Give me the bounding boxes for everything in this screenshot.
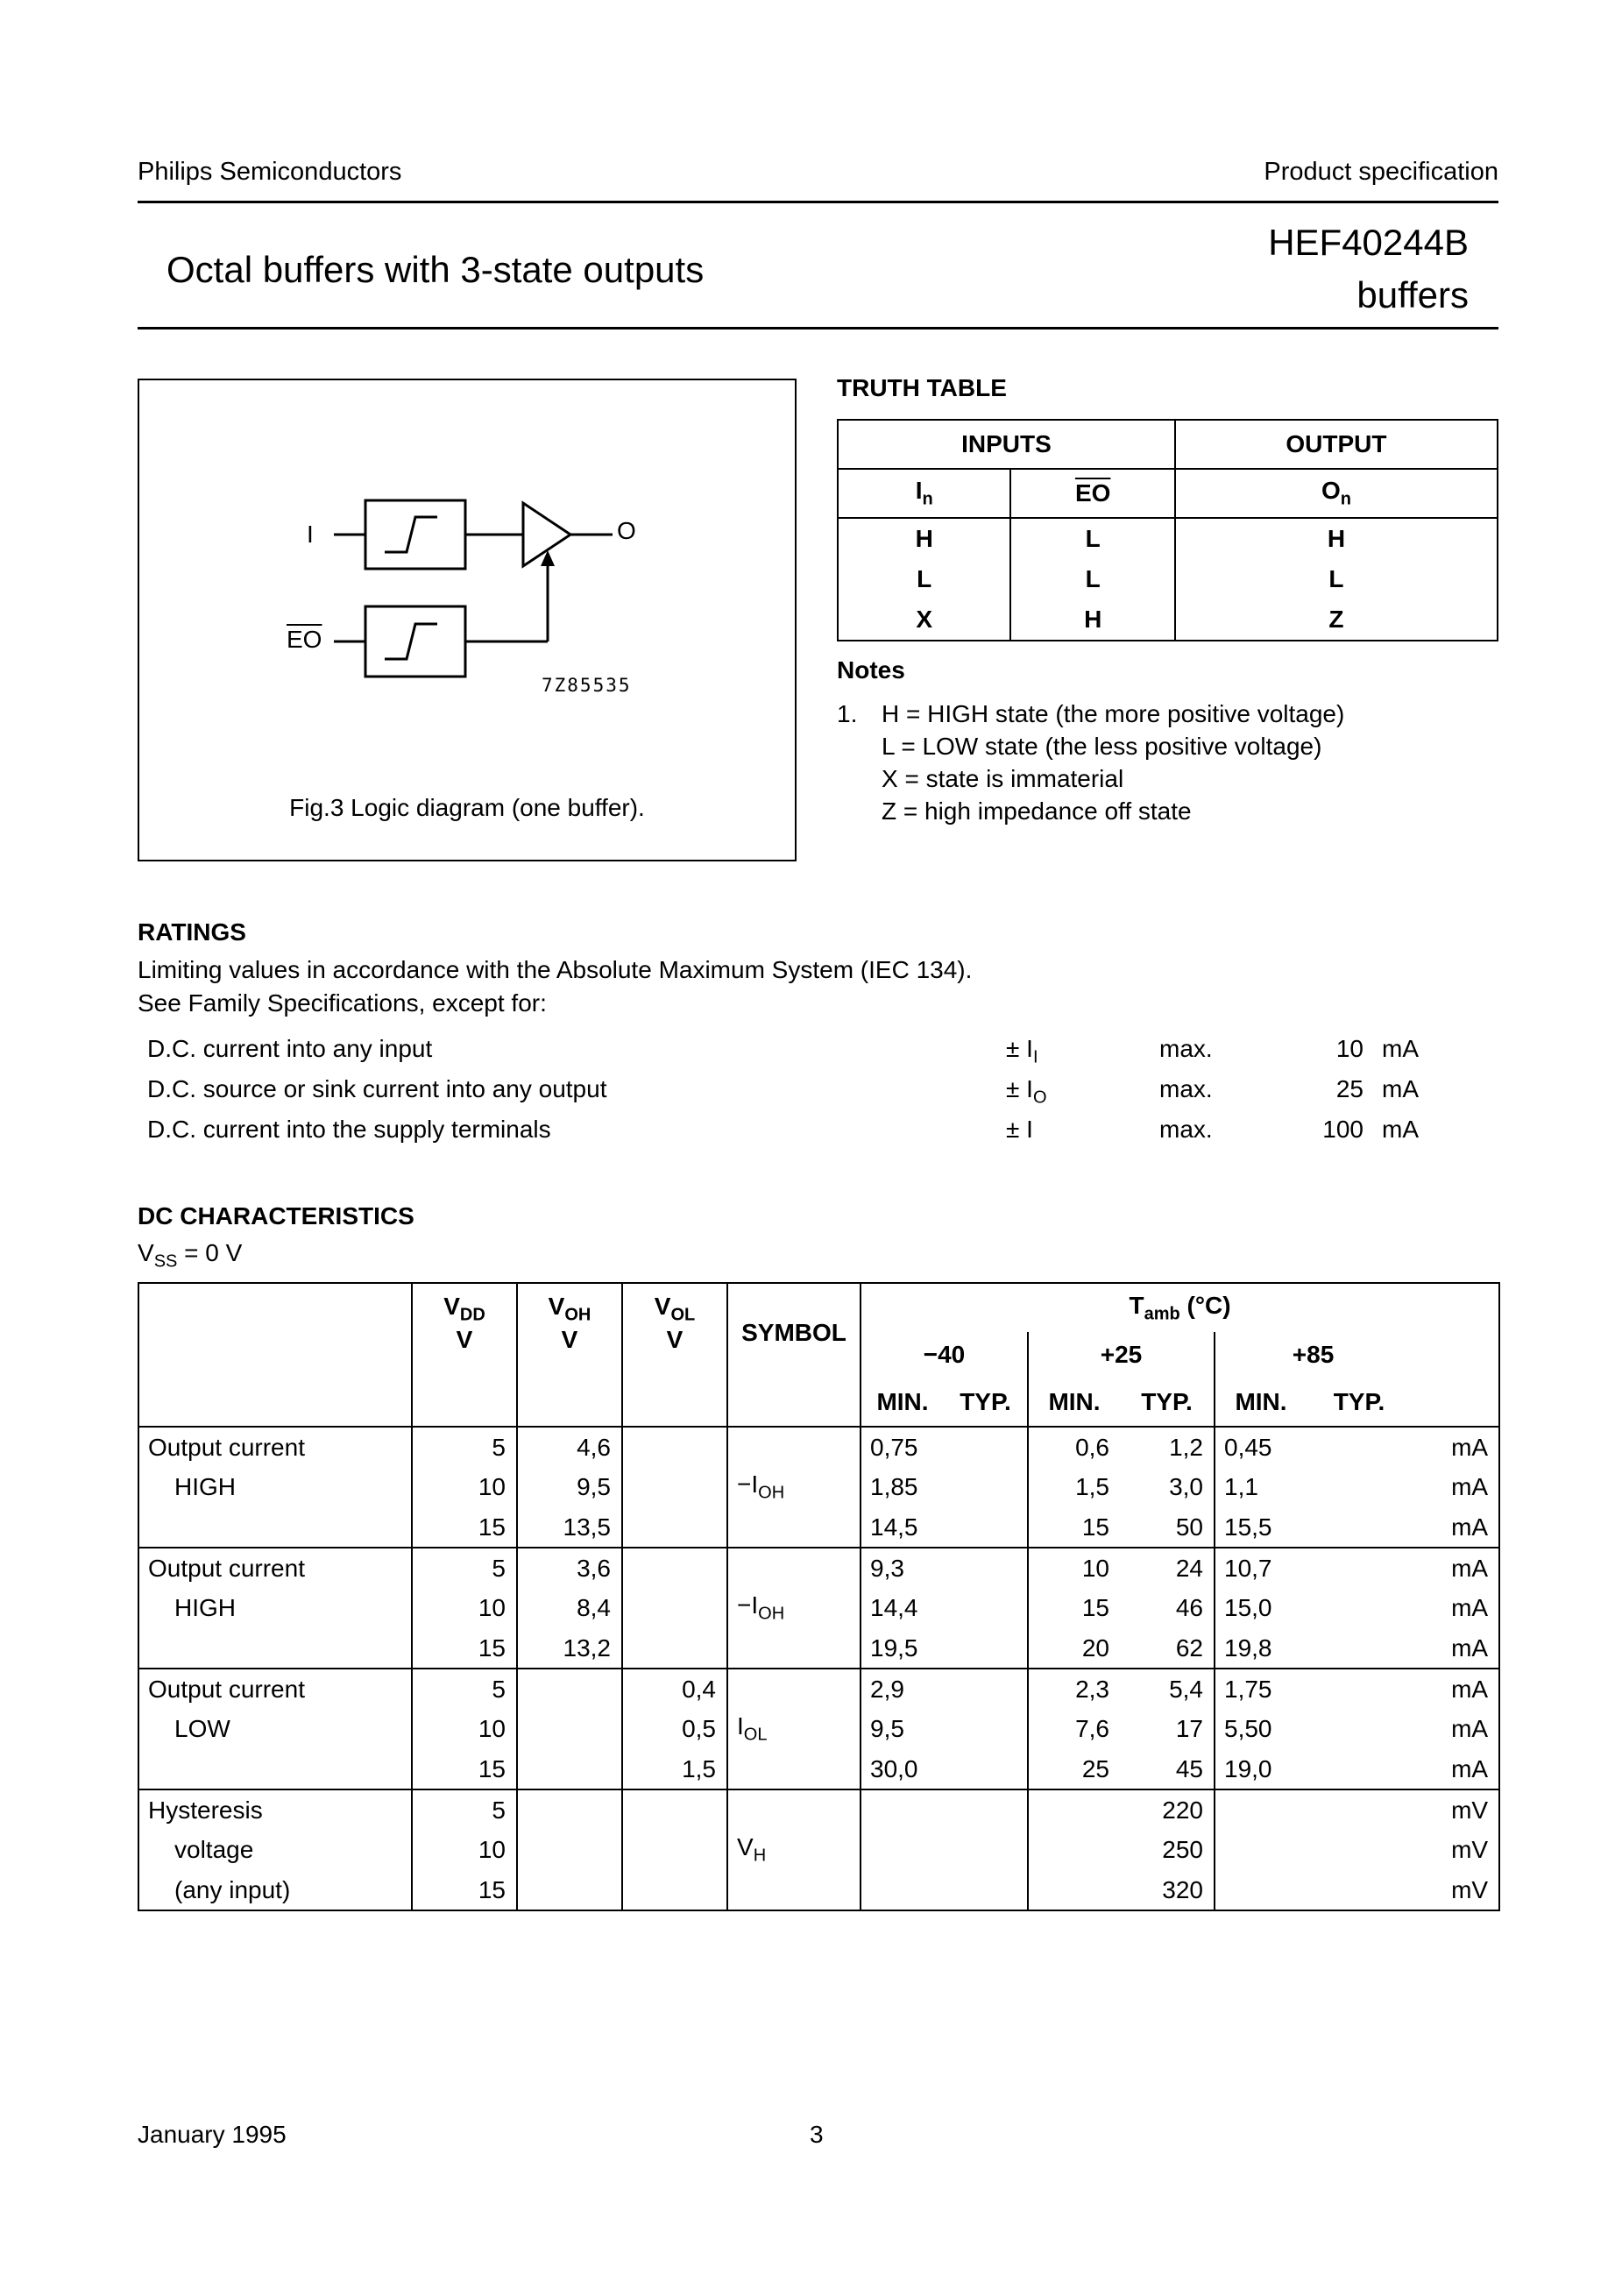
dc-cell-vol: 0,5 — [622, 1709, 727, 1749]
header-rule-bottom — [138, 327, 1498, 330]
dc-cell-vdd: 5 — [412, 1789, 517, 1830]
dc-min-label: MIN. — [861, 1378, 944, 1427]
dc-cell-m25: 15 — [1028, 1588, 1120, 1628]
dc-cell-m40: 14,5 — [861, 1507, 944, 1548]
dc-cell-sym: $-I_{OH}$ — [727, 1588, 861, 1628]
figure-caption: Fig.3 Logic diagram (one buffer). — [289, 794, 645, 821]
rating-unit: mA — [1382, 1035, 1419, 1062]
dc-cell-vdd: 15 — [412, 1749, 517, 1789]
note-number: 1. — [837, 700, 858, 727]
dc-cell-l1: Output current — [138, 1427, 412, 1467]
note-line: Z = high impedance off state — [882, 797, 1192, 825]
dc-cell-t85 — [1307, 1548, 1412, 1588]
dc-cell-l1: Hysteresis — [138, 1789, 412, 1830]
dc-cell-t25: 62 — [1175, 1633, 1203, 1662]
diagram-enable-label: $\overline{EO}$ — [287, 626, 322, 653]
dc-cell-t40 — [944, 1749, 1028, 1789]
dc-cell-unit: mV — [1412, 1789, 1499, 1830]
tt-cell: Z — [1175, 599, 1498, 641]
dc-cell-m25: 2,3 — [1028, 1669, 1120, 1709]
part-category: buffers — [1356, 274, 1469, 315]
dc-cell-vol — [622, 1548, 727, 1588]
notes-list — [882, 698, 1344, 827]
page-title: Octal buffers with 3-state outputs — [166, 249, 705, 290]
dc-cell-m40 — [861, 1870, 944, 1910]
dc-cell-voh — [517, 1830, 622, 1870]
dc-cell-sym — [727, 1669, 861, 1709]
dc-cell-t40 — [944, 1628, 1028, 1669]
dc-cell-unit: mA — [1451, 1594, 1489, 1621]
vss-line: $V_{SS} = 0$ V — [138, 1239, 243, 1272]
dc-cell-t40 — [944, 1830, 1028, 1870]
dc-cell-m40: 19,5 — [861, 1628, 944, 1669]
dc-cell-m85 — [1215, 1830, 1307, 1870]
dc-cell-m85: 15,0 — [1215, 1588, 1307, 1628]
ratings-intro-2: See Family Specifications, except for: — [138, 989, 547, 1017]
dc-cell-t25: 24 — [1120, 1548, 1215, 1588]
rating-symbol: ± $I_I$ — [1006, 1035, 1038, 1067]
rating-symbol: ± I — [1006, 1116, 1033, 1143]
dc-cell-t85 — [1307, 1709, 1412, 1749]
tt-cell: L — [1010, 518, 1175, 559]
dc-cell-sym — [727, 1749, 861, 1789]
dc-cell-voh: 9,5 — [517, 1467, 622, 1507]
dc-cell-m40: 9,5 — [861, 1709, 944, 1749]
dc-unit-header — [1412, 1378, 1499, 1427]
dc-cell-m25 — [1028, 1789, 1120, 1830]
dc-cell-t85 — [1307, 1870, 1412, 1910]
dc-cell-m25: 15 — [1028, 1507, 1120, 1548]
dc-cell-l1: Output current — [138, 1548, 412, 1588]
dc-cell-t85 — [1307, 1507, 1412, 1548]
diagram-input-label: I — [307, 521, 314, 548]
dc-cell-vdd: 10 — [412, 1830, 517, 1870]
dc-cell-unit: mA — [1451, 1473, 1489, 1500]
dc-cell-l1: LOW — [174, 1715, 230, 1742]
dc-cell-m25: 20 — [1028, 1628, 1120, 1669]
diagram-output-label: O — [617, 517, 636, 544]
dc-cell-t40 — [944, 1588, 1028, 1628]
dc-cell-vol: 1,5 — [622, 1749, 727, 1789]
dc-cell-m85 — [1215, 1870, 1307, 1910]
dc-cell-unit: mV — [1451, 1836, 1489, 1863]
dc-cell-vdd: 15 — [412, 1507, 517, 1548]
dc-cell-t25: 50 — [1175, 1513, 1203, 1541]
dc-cell-voh: 4,6 — [517, 1427, 622, 1467]
dc-cell-unit: mA — [1412, 1548, 1499, 1588]
dc-cell-l1: (any input) — [174, 1875, 291, 1903]
rating-value: 100 — [1322, 1116, 1363, 1143]
dc-cell-t25: 320 — [1162, 1875, 1203, 1903]
dc-cell-voh — [517, 1870, 622, 1910]
doc-type: Product specification — [1264, 158, 1498, 186]
diagram-code: 7Z85535 — [542, 675, 632, 696]
dc-cell-sym — [727, 1507, 861, 1548]
dc-cell-t25: 45 — [1175, 1754, 1203, 1782]
note-line: X = state is immaterial — [882, 765, 1124, 792]
dc-row — [138, 1749, 1499, 1789]
dc-cell-t25: 5,4 — [1120, 1669, 1215, 1709]
dc-cell-unit: mA — [1412, 1427, 1499, 1467]
dc-cell-m40: 30,0 — [861, 1749, 944, 1789]
dc-cell-unit: mA — [1451, 1715, 1489, 1742]
dc-cell-m40: 2,9 — [861, 1669, 944, 1709]
dc-cell-unit: mA — [1451, 1513, 1489, 1541]
dc-cell-vdd: 15 — [412, 1870, 517, 1910]
footer-page: 3 — [810, 2121, 824, 2148]
ratings-intro-1: Limiting values in accordance with the Absolute Maximum System (IEC 134). — [138, 956, 973, 983]
dc-cell-voh — [517, 1749, 622, 1789]
dc-col-voh: $V_{OH}$ V — [517, 1283, 622, 1427]
dc-row — [138, 1870, 1499, 1910]
dc-cell-t85 — [1307, 1789, 1412, 1830]
dc-cell-vol — [622, 1507, 727, 1548]
dc-cell-sym — [727, 1628, 861, 1669]
company-name: Philips Semiconductors — [138, 158, 402, 186]
dc-cell-vol — [622, 1467, 727, 1507]
dc-cell-t25: 17 — [1175, 1715, 1203, 1742]
notes-heading: Notes — [837, 656, 905, 684]
dc-cell-t85 — [1307, 1749, 1412, 1789]
tt-cell: H — [1010, 599, 1175, 641]
part-number: HEF40244B — [1268, 222, 1469, 263]
tt-cell: H — [1175, 518, 1498, 559]
tt-cell: L — [1175, 559, 1498, 599]
dc-cell-m25: 10 — [1028, 1548, 1120, 1588]
dc-cell-m85: 15,5 — [1215, 1507, 1307, 1548]
dc-typ-label: TYP. — [1333, 1387, 1385, 1415]
dc-cell-sym — [727, 1427, 861, 1467]
tt-inputs-header: INPUTS — [838, 420, 1175, 469]
dc-cell-t40 — [944, 1669, 1028, 1709]
rating-unit: mA — [1382, 1075, 1419, 1102]
dc-cell-vdd: 10 — [412, 1709, 517, 1749]
dc-cell-sym: $I_{OL}$ — [727, 1709, 861, 1749]
dc-cell-t25: 3,0 — [1169, 1473, 1203, 1500]
tt-col-eo: $\overline{EO}$ — [1010, 469, 1175, 518]
dc-cell-sym — [727, 1870, 861, 1910]
dc-typ-label: TYP. — [1141, 1387, 1193, 1415]
dc-cell-sym: $-I_{OH}$ — [727, 1467, 861, 1507]
rating-limit: max. — [1159, 1035, 1213, 1062]
dc-cell-t40 — [944, 1870, 1028, 1910]
dc-cell-vol — [622, 1427, 727, 1467]
rating-value: 25 — [1335, 1075, 1363, 1102]
dc-cell-sym — [727, 1789, 861, 1830]
dc-cell-t25: 46 — [1175, 1594, 1203, 1621]
dc-cell-m85: 10,7 — [1215, 1548, 1307, 1588]
dc-cell-l1 — [138, 1507, 412, 1548]
dc-row — [138, 1669, 1499, 1709]
dc-cell-m85: 5,50 — [1215, 1709, 1307, 1749]
dc-cell-l1: HIGH — [174, 1594, 236, 1621]
dc-cell-l1: Output current — [138, 1669, 412, 1709]
dc-cell-m25: 7,6 — [1028, 1709, 1120, 1749]
dc-cell-vdd: 15 — [412, 1628, 517, 1669]
rating-unit: mA — [1382, 1116, 1419, 1143]
dc-cell-m25 — [1028, 1830, 1120, 1870]
dc-cell-t40 — [944, 1507, 1028, 1548]
dc-heading: DC CHARACTERISTICS — [138, 1202, 414, 1229]
rating-desc: D.C. current into any input — [147, 1035, 433, 1062]
dc-cell-unit: mA — [1451, 1754, 1489, 1782]
dc-col-vdd: $V_{DD}$ V — [412, 1283, 517, 1427]
dc-cell-m85 — [1215, 1789, 1307, 1830]
dc-cell-m40: 9,3 — [861, 1548, 944, 1588]
dc-cell-m25 — [1028, 1870, 1120, 1910]
dc-cell-l1 — [138, 1749, 412, 1789]
dc-cell-m40: 14,4 — [861, 1588, 944, 1628]
dc-cell-voh — [517, 1669, 622, 1709]
tt-cell: X — [838, 599, 1010, 641]
dc-row — [138, 1548, 1499, 1588]
dc-cell-t85 — [1307, 1467, 1412, 1507]
dc-cell-t40 — [944, 1548, 1028, 1588]
dc-cell-m40: 0,75 — [861, 1427, 944, 1467]
dc-cell-t25: 220 — [1120, 1789, 1215, 1830]
figure-box — [138, 379, 797, 861]
dc-cell-t85 — [1307, 1628, 1412, 1669]
dc-cell-t85 — [1307, 1669, 1412, 1709]
note-line: L = LOW state (the less positive voltage) — [882, 733, 1322, 760]
dc-row — [138, 1427, 1499, 1467]
dc-cell-t25: 1,2 — [1120, 1427, 1215, 1467]
dc-temp-plus85: +85 — [1215, 1332, 1499, 1378]
rating-limit: max. — [1159, 1075, 1213, 1102]
header-rule-top — [138, 201, 1498, 203]
dc-cell-m40 — [861, 1830, 944, 1870]
dc-cell-vdd: 10 — [412, 1467, 517, 1507]
dc-cell-t40 — [944, 1427, 1028, 1467]
tt-col-in: $I_n$ — [838, 469, 1010, 518]
truth-table — [837, 419, 1498, 641]
dc-row — [138, 1830, 1499, 1870]
dc-cell-m25: 0,6 — [1028, 1427, 1120, 1467]
dc-cell-m85: 19,0 — [1215, 1749, 1307, 1789]
dc-header-blank — [138, 1283, 412, 1427]
tt-col-on: $O_n$ — [1175, 469, 1498, 518]
dc-col-symbol: SYMBOL — [727, 1283, 861, 1427]
dc-table — [138, 1282, 1500, 1911]
dc-row — [138, 1507, 1499, 1548]
dc-cell-unit: mA — [1451, 1633, 1489, 1662]
dc-cell-vol — [622, 1870, 727, 1910]
dc-cell-t25: 250 — [1162, 1836, 1203, 1863]
dc-row — [138, 1588, 1499, 1628]
dc-cell-l1: voltage — [174, 1836, 254, 1863]
dc-cell-vdd: 5 — [412, 1427, 517, 1467]
dc-cell-vdd: 5 — [412, 1669, 517, 1709]
dc-cell-m25: 1,5 — [1028, 1467, 1120, 1507]
dc-cell-t85 — [1307, 1830, 1412, 1870]
dc-typ-label: TYP. — [960, 1387, 1011, 1415]
dc-cell-unit: mA — [1412, 1669, 1499, 1709]
dc-row — [138, 1709, 1499, 1749]
dc-min-label: MIN. — [1028, 1378, 1120, 1427]
dc-cell-vol — [622, 1588, 727, 1628]
rating-symbol: ± $I_O$ — [1006, 1075, 1047, 1108]
dc-cell-vdd: 10 — [412, 1588, 517, 1628]
rating-limit: max. — [1159, 1116, 1213, 1143]
dc-col-tamb: $T_{amb}$ (°C) — [861, 1283, 1499, 1332]
ratings-heading: RATINGS — [138, 918, 246, 946]
dc-cell-vol: 0,4 — [622, 1669, 727, 1709]
dc-cell-voh — [517, 1789, 622, 1830]
dc-row — [138, 1789, 1499, 1830]
dc-cell-m40: 1,85 — [861, 1467, 944, 1507]
dc-cell-t40 — [944, 1789, 1028, 1830]
dc-cell-m85: 1,75 — [1215, 1669, 1307, 1709]
tt-cell: L — [838, 559, 1010, 599]
dc-cell-l1: HIGH — [174, 1473, 236, 1500]
dc-cell-t85 — [1307, 1427, 1412, 1467]
dc-cell-t85 — [1307, 1588, 1412, 1628]
dc-cell-voh: 13,2 — [517, 1628, 622, 1669]
tt-output-header: OUTPUT — [1175, 420, 1498, 469]
dc-cell-vol — [622, 1789, 727, 1830]
dc-cell-unit: mV — [1451, 1875, 1489, 1903]
note-line: H = HIGH state (the more positive voltage) — [882, 700, 1345, 727]
dc-cell-m85: 19,8 — [1215, 1628, 1307, 1669]
truth-table-heading: TRUTH TABLE — [837, 374, 1007, 401]
dc-row — [138, 1628, 1499, 1669]
footer-date: January 1995 — [138, 2121, 287, 2148]
dc-cell-m40 — [861, 1789, 944, 1830]
dc-cell-vdd: 5 — [412, 1548, 517, 1588]
dc-cell-t40 — [944, 1709, 1028, 1749]
dc-cell-voh: 13,5 — [517, 1507, 622, 1548]
dc-cell-voh — [517, 1709, 622, 1749]
dc-cell-vol — [622, 1830, 727, 1870]
dc-cell-m25: 25 — [1028, 1749, 1120, 1789]
dc-temp-minus40: −40 — [861, 1332, 1028, 1378]
rating-value: 10 — [1335, 1035, 1363, 1062]
logic-diagram — [139, 380, 795, 860]
dc-cell-m85: 1,1 — [1215, 1467, 1307, 1507]
dc-min-label: MIN. — [1215, 1378, 1307, 1427]
rating-desc: D.C. current into the supply terminals — [147, 1116, 551, 1143]
dc-cell-sym: $V_H$ — [727, 1830, 861, 1870]
rating-desc: D.C. source or sink current into any output — [147, 1075, 607, 1102]
dc-cell-voh: 8,4 — [517, 1588, 622, 1628]
dc-cell-voh: 3,6 — [517, 1548, 622, 1588]
dc-temp-plus25: +25 — [1028, 1332, 1215, 1378]
dc-row — [138, 1467, 1499, 1507]
dc-col-vol: $V_{OL}$ V — [622, 1283, 727, 1427]
dc-cell-sym — [727, 1548, 861, 1588]
dc-cell-l1 — [138, 1628, 412, 1669]
tt-cell: H — [838, 518, 1010, 559]
dc-cell-m85: 0,45 — [1215, 1427, 1307, 1467]
dc-cell-vol — [622, 1628, 727, 1669]
tt-cell: L — [1010, 559, 1175, 599]
dc-cell-t40 — [944, 1467, 1028, 1507]
